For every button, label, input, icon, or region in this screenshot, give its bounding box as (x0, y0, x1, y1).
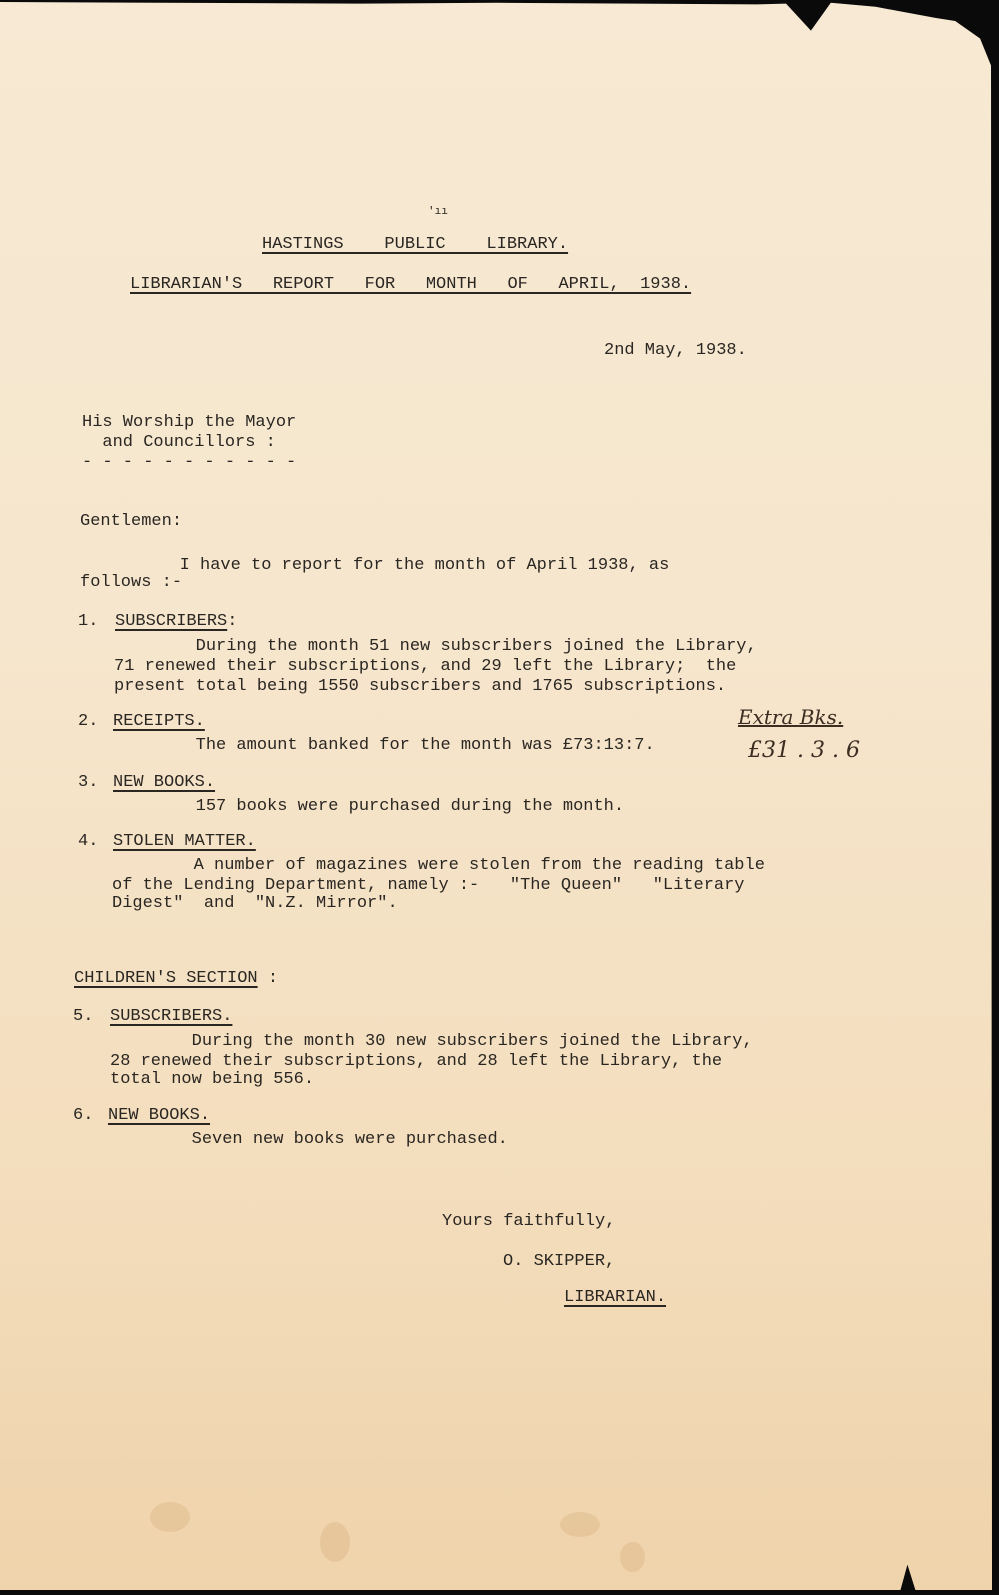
salutation: Gentlemen: (80, 512, 183, 531)
handwritten-amount: £31 . 3 . 6 (748, 738, 860, 763)
section-number: 6. (73, 1106, 94, 1125)
handwritten-note: Extra Bks. (738, 705, 844, 729)
section-line: total now being 556. (110, 1070, 315, 1089)
section-line: A number of magazines were stolen from the reading table (112, 856, 765, 875)
section-number: 5. (73, 1007, 94, 1026)
section-line: of the Lending Department, namely :- "The Queen" "Literary (112, 876, 745, 895)
intro-line-1: I have to report for the month of April 1938, as (98, 556, 670, 575)
section-line: The amount banked for the month was £73:13:7. (114, 736, 655, 755)
document-subtitle: LIBRARIAN'S REPORT FOR MONTH OF APRIL, 1938. (130, 275, 692, 294)
address-line-2: and Councillors : (82, 433, 276, 452)
valediction: Yours faithfully, (442, 1212, 616, 1231)
section-number: 4. (78, 832, 99, 851)
section-heading-subscribers: SUBSCRIBERS: (115, 612, 238, 631)
document-title: HASTINGS PUBLIC LIBRARY. (262, 235, 569, 254)
section-line: 71 renewed their subscriptions, and 29 left the Library; the (114, 657, 737, 676)
section-heading-new-books: NEW BOOKS. (113, 773, 216, 792)
report-date: 2nd May, 1938. (604, 341, 747, 360)
section-line: During the month 30 new subscribers joined the Library, (110, 1032, 753, 1051)
section-line: Seven new books were purchased. (110, 1130, 508, 1149)
signatory-name: O. SKIPPER, (503, 1252, 616, 1271)
section-line: Digest" and "N.Z. Mirror". (112, 894, 398, 913)
section-number: 1. (78, 612, 99, 631)
section-line: During the month 51 new subscribers joined the Library, (114, 637, 757, 656)
signatory-title: LIBRARIAN. (564, 1288, 667, 1307)
section-number: 3. (78, 773, 99, 792)
intro-line-2: follows :- (80, 573, 183, 592)
address-line-1: His Worship the Mayor (82, 413, 297, 432)
page-mark: 'ıı (428, 206, 448, 218)
section-line: present total being 1550 subscribers and 1765 subscriptions. (114, 677, 727, 696)
section-line: 157 books were purchased during the month. (114, 797, 625, 816)
section-heading-receipts: RECEIPTS. (113, 712, 205, 731)
section-heading-children-subscribers: SUBSCRIBERS. (110, 1007, 233, 1026)
address-rule: - - - - - - - - - - - (82, 453, 297, 472)
section-line: 28 renewed their subscriptions, and 28 left the Library, the (110, 1052, 723, 1071)
section-heading-children-new-books: NEW BOOKS. (108, 1106, 211, 1125)
section-number: 2. (78, 712, 99, 731)
section-heading-stolen-matter: STOLEN MATTER. (113, 832, 256, 851)
children-section-heading: CHILDREN'S SECTION : (74, 969, 279, 988)
